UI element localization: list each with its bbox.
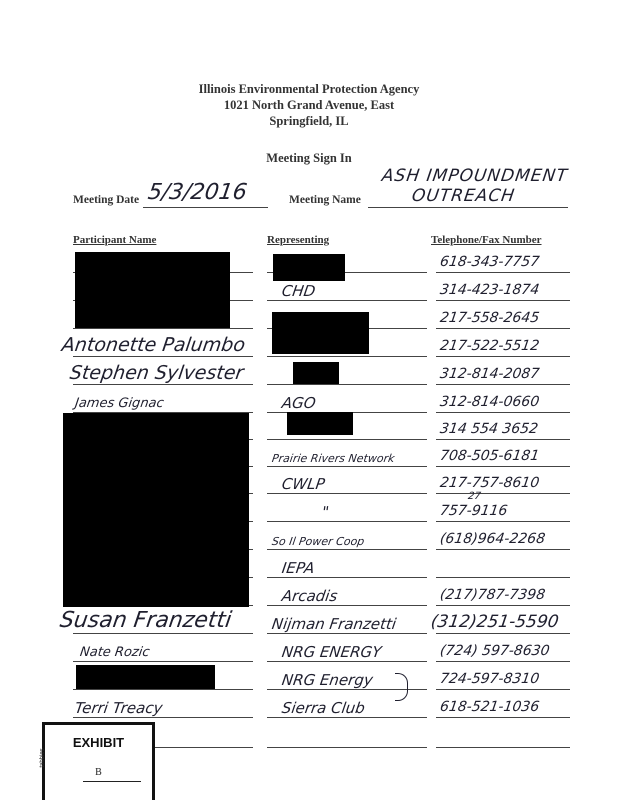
exhibit-underline [83, 781, 141, 782]
meeting-name-label: Meeting Name [289, 194, 361, 206]
phone-number: (312)251-5590 [429, 612, 560, 632]
exhibit-letter: B [95, 767, 102, 778]
phone-number: 312-814-2087 [438, 366, 541, 382]
phone-number: 708-505-6181 [438, 448, 541, 464]
meeting-name-value-1: ASH IMPOUNDMENT [380, 166, 570, 186]
representing-org: " [320, 503, 331, 521]
phone-number: 314 554 3652 [438, 421, 540, 437]
representing-line [267, 521, 427, 522]
phone-line [436, 439, 570, 440]
representing-org: NRG ENERGY [280, 643, 383, 661]
participant-name: Susan Franzetti [58, 608, 234, 633]
agency-address: 1021 North Grand Avenue, East [223, 98, 395, 112]
participant-line [73, 328, 253, 329]
phone-line [436, 412, 570, 413]
phone-line [436, 493, 570, 494]
representing-org: CWLP [280, 475, 326, 493]
form-title: Meeting Sign In [266, 151, 352, 165]
representing-org: Arcadis [280, 587, 339, 605]
redaction-block [287, 412, 353, 435]
phone-number: 618-343-7757 [438, 254, 541, 270]
phone-number: 757-9116 [438, 503, 509, 519]
agency-name: Illinois Environmental Protection Agency [198, 82, 420, 96]
representing-line [267, 717, 427, 718]
representing-line [267, 300, 427, 301]
phone-number: 217-757-8610 [438, 475, 541, 491]
phone-line [436, 549, 570, 550]
representing-line [267, 605, 427, 606]
phone-line [436, 717, 570, 718]
phone-number: (724) 597-8630 [438, 643, 551, 659]
representing-line [267, 356, 427, 357]
phone-line [436, 689, 570, 690]
phone-line [436, 577, 570, 578]
phone-column-header: Telephone/Fax Number [431, 234, 542, 246]
meeting-date-value: 5/3/2016 [146, 180, 249, 205]
phone-line [436, 356, 570, 357]
representing-line [267, 493, 427, 494]
phone-line [436, 747, 570, 748]
phone-number: 217-522-5512 [438, 338, 541, 354]
phone-line [436, 328, 570, 329]
handwritten-bracket-mark [395, 673, 408, 701]
representing-column-header: Representing [267, 234, 330, 246]
phone-number: 312-814-0660 [438, 394, 541, 410]
participant-line [73, 717, 253, 718]
representing-org: NRG Energy [280, 671, 375, 689]
participant-line [73, 384, 253, 385]
participant-line [73, 689, 253, 690]
meeting-name-line [368, 207, 568, 208]
meeting-name-value-2: OUTREACH [410, 186, 517, 206]
redaction-block [63, 413, 249, 607]
redaction-block [272, 312, 369, 354]
participant-line [73, 356, 253, 357]
phone-number: (618)964-2268 [438, 531, 547, 547]
phone-number: 217-558-2645 [438, 310, 541, 326]
phone-line [436, 272, 570, 273]
phone-line [436, 605, 570, 606]
meeting-date-line [143, 207, 268, 208]
representing-org: Sierra Club [280, 699, 367, 717]
participant-line [73, 633, 253, 634]
representing-org: So Il Power Coop [271, 535, 366, 548]
participant-line [73, 661, 253, 662]
participant-name: James Gignac [73, 396, 165, 411]
phone-line [436, 633, 570, 634]
agency-city: Springfield, IL [269, 114, 349, 128]
participant-name: Nate Rozic [78, 645, 151, 660]
phone-line [436, 521, 570, 522]
exhibit-sticker [39, 722, 155, 800]
phone-line [436, 384, 570, 385]
redaction-block [293, 362, 339, 384]
phone-line [436, 466, 570, 467]
representing-line [267, 661, 427, 662]
representing-org: AGO [280, 394, 317, 412]
redaction-block [273, 254, 345, 281]
representing-line [267, 439, 427, 440]
representing-org: IEPA [280, 559, 316, 577]
representing-org: CHD [280, 282, 317, 300]
representing-line [267, 747, 427, 748]
exhibit-side-text: tabbies [39, 748, 46, 768]
representing-line [267, 549, 427, 550]
phone-number: 618-521-1036 [438, 699, 541, 715]
participant-name: Antonette Palumbo [60, 334, 247, 356]
phone-number: 724-597-8310 [438, 671, 541, 687]
representing-line [267, 633, 427, 634]
representing-org: Prairie Rivers Network [271, 452, 396, 465]
representing-org: Nijman Franzetti [270, 615, 398, 633]
participant-column-header: Participant Name [73, 234, 157, 246]
participant-name: Stephen Sylvester [68, 362, 245, 384]
redaction-block [76, 665, 215, 689]
representing-line [267, 577, 427, 578]
phone-line [436, 300, 570, 301]
redaction-block [75, 252, 230, 328]
phone-number: 314-423-1874 [438, 282, 541, 298]
phone-number: (217)787-7398 [438, 587, 547, 603]
exhibit-title: EXHIBIT [72, 735, 125, 750]
phone-correction-note: 27 [467, 491, 482, 502]
representing-line [267, 384, 427, 385]
phone-line [436, 661, 570, 662]
representing-line [267, 466, 427, 467]
participant-name: Terri Treacy [73, 699, 164, 717]
meeting-date-label: Meeting Date [73, 194, 140, 206]
